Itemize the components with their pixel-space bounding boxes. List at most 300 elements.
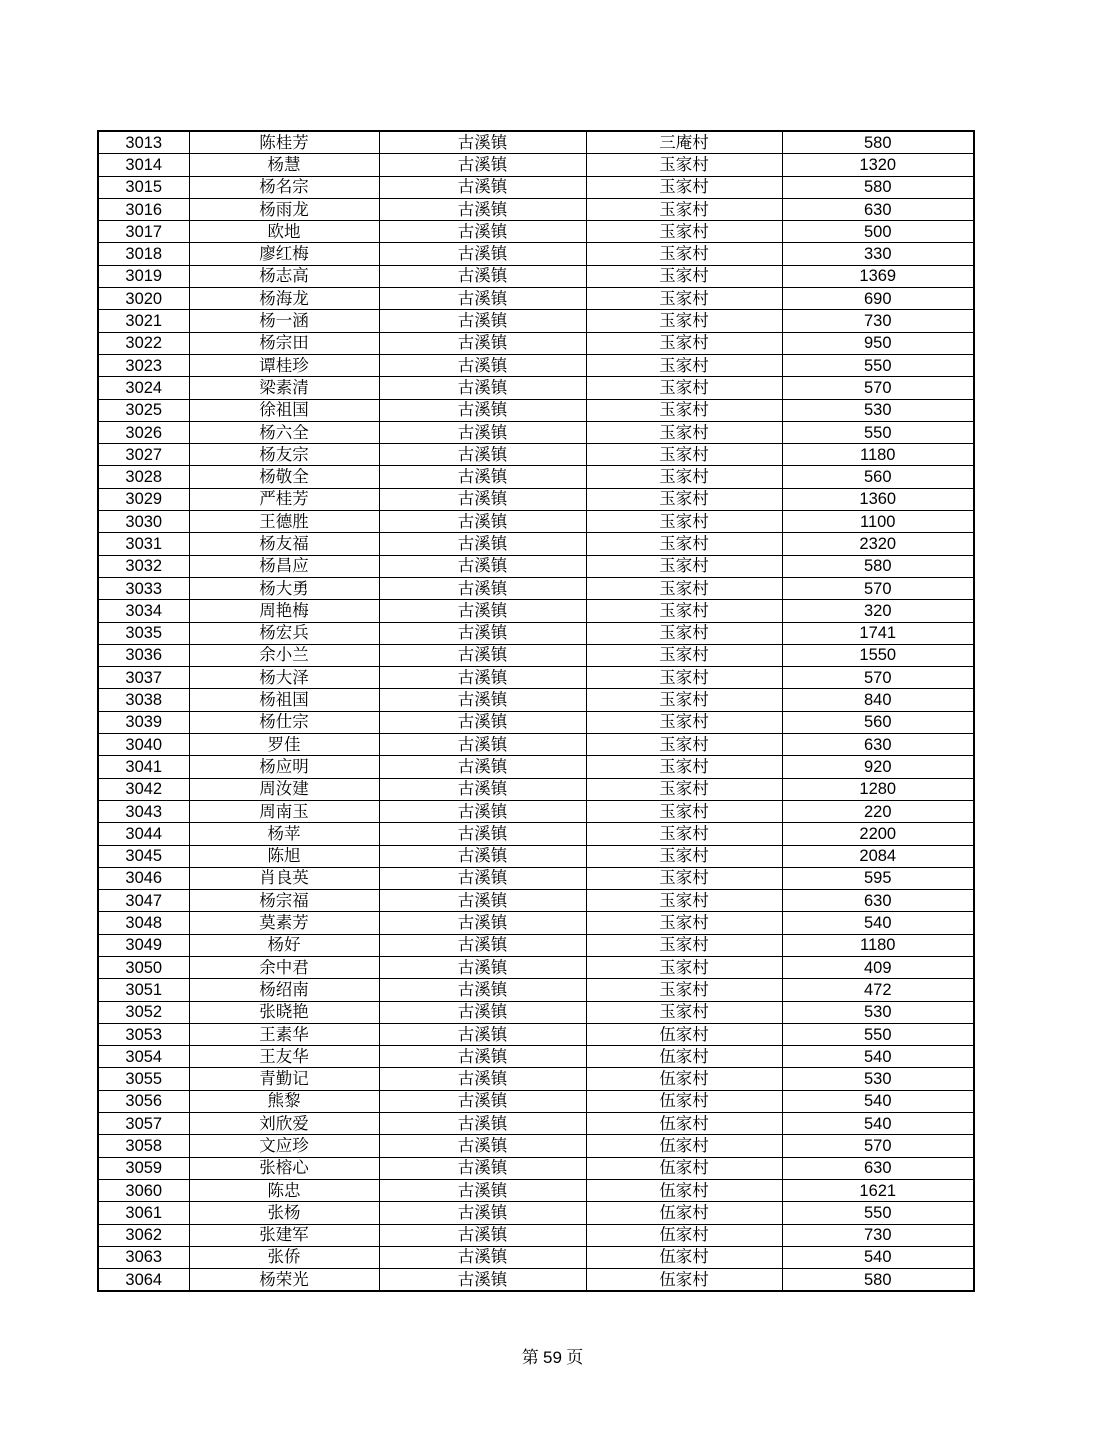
cell-name: 青勤记 xyxy=(189,1068,379,1090)
cell-amount: 730 xyxy=(782,310,974,332)
footer-suffix: 页 xyxy=(566,1348,584,1368)
cell-name: 张建军 xyxy=(189,1224,379,1246)
cell-id: 3035 xyxy=(98,622,189,644)
cell-village: 玉家村 xyxy=(586,198,782,220)
table-row xyxy=(98,488,974,510)
table-row xyxy=(98,288,974,310)
cell-town: 古溪镇 xyxy=(379,176,586,198)
cell-town: 古溪镇 xyxy=(379,644,586,666)
table-row xyxy=(98,1001,974,1023)
cell-amount: 580 xyxy=(782,1269,974,1292)
cell-town: 古溪镇 xyxy=(379,667,586,689)
cell-amount: 1360 xyxy=(782,488,974,510)
cell-name: 杨大泽 xyxy=(189,667,379,689)
cell-amount: 550 xyxy=(782,421,974,443)
table-row xyxy=(98,600,974,622)
cell-amount: 630 xyxy=(782,1157,974,1179)
cell-name: 梁素清 xyxy=(189,377,379,399)
table-row xyxy=(98,890,974,912)
cell-town: 古溪镇 xyxy=(379,288,586,310)
cell-village: 玉家村 xyxy=(586,243,782,265)
cell-town: 古溪镇 xyxy=(379,1135,586,1157)
table-row xyxy=(98,644,974,666)
cell-amount: 550 xyxy=(782,1202,974,1224)
cell-amount: 1100 xyxy=(782,511,974,533)
cell-amount: 570 xyxy=(782,1135,974,1157)
cell-town: 古溪镇 xyxy=(379,198,586,220)
cell-id: 3056 xyxy=(98,1090,189,1112)
table-row xyxy=(98,221,974,243)
cell-amount: 2320 xyxy=(782,533,974,555)
cell-id: 3055 xyxy=(98,1068,189,1090)
cell-village: 玉家村 xyxy=(586,154,782,176)
table-row xyxy=(98,845,974,867)
cell-amount: 570 xyxy=(782,377,974,399)
table-row xyxy=(98,867,974,889)
cell-name: 余中君 xyxy=(189,956,379,978)
cell-amount: 540 xyxy=(782,1090,974,1112)
cell-id: 3061 xyxy=(98,1202,189,1224)
cell-village: 玉家村 xyxy=(586,667,782,689)
cell-amount: 630 xyxy=(782,734,974,756)
table-row xyxy=(98,265,974,287)
cell-village: 玉家村 xyxy=(586,555,782,577)
cell-amount: 530 xyxy=(782,1068,974,1090)
cell-id: 3034 xyxy=(98,600,189,622)
cell-town: 古溪镇 xyxy=(379,756,586,778)
cell-name: 廖红梅 xyxy=(189,243,379,265)
cell-village: 伍家村 xyxy=(586,1179,782,1201)
cell-amount: 409 xyxy=(782,956,974,978)
table-row xyxy=(98,956,974,978)
cell-id: 3031 xyxy=(98,533,189,555)
table-row xyxy=(98,778,974,800)
cell-amount: 540 xyxy=(782,1113,974,1135)
cell-town: 古溪镇 xyxy=(379,577,586,599)
cell-town: 古溪镇 xyxy=(379,1113,586,1135)
cell-amount: 1180 xyxy=(782,934,974,956)
data-table xyxy=(97,130,975,1292)
cell-amount: 630 xyxy=(782,198,974,220)
cell-village: 玉家村 xyxy=(586,533,782,555)
cell-village: 三庵村 xyxy=(586,131,782,154)
cell-amount: 560 xyxy=(782,711,974,733)
cell-village: 玉家村 xyxy=(586,711,782,733)
cell-amount: 530 xyxy=(782,1001,974,1023)
cell-village: 玉家村 xyxy=(586,644,782,666)
cell-name: 王友华 xyxy=(189,1046,379,1068)
cell-town: 古溪镇 xyxy=(379,979,586,1001)
table-row xyxy=(98,131,974,154)
cell-amount: 540 xyxy=(782,1246,974,1268)
cell-id: 3022 xyxy=(98,332,189,354)
cell-town: 古溪镇 xyxy=(379,310,586,332)
cell-town: 古溪镇 xyxy=(379,444,586,466)
cell-town: 古溪镇 xyxy=(379,399,586,421)
cell-village: 玉家村 xyxy=(586,979,782,1001)
cell-town: 古溪镇 xyxy=(379,488,586,510)
cell-name: 张晓艳 xyxy=(189,1001,379,1023)
cell-village: 玉家村 xyxy=(586,265,782,287)
cell-town: 古溪镇 xyxy=(379,778,586,800)
cell-village: 伍家村 xyxy=(586,1157,782,1179)
table-row xyxy=(98,1269,974,1292)
table-row xyxy=(98,979,974,1001)
cell-name: 张榕心 xyxy=(189,1157,379,1179)
cell-town: 古溪镇 xyxy=(379,1046,586,1068)
cell-amount: 630 xyxy=(782,890,974,912)
cell-name: 文应珍 xyxy=(189,1135,379,1157)
table-row xyxy=(98,176,974,198)
cell-town: 古溪镇 xyxy=(379,1202,586,1224)
cell-name: 杨宗田 xyxy=(189,332,379,354)
table-row xyxy=(98,689,974,711)
cell-village: 玉家村 xyxy=(586,823,782,845)
table-row xyxy=(98,377,974,399)
cell-name: 陈桂芳 xyxy=(189,131,379,154)
cell-village: 玉家村 xyxy=(586,600,782,622)
cell-amount: 560 xyxy=(782,466,974,488)
cell-amount: 1741 xyxy=(782,622,974,644)
cell-name: 杨仕宗 xyxy=(189,711,379,733)
cell-town: 古溪镇 xyxy=(379,734,586,756)
table-row xyxy=(98,243,974,265)
cell-id: 3048 xyxy=(98,912,189,934)
cell-amount: 550 xyxy=(782,1023,974,1045)
cell-village: 玉家村 xyxy=(586,577,782,599)
footer-prefix: 第 xyxy=(521,1348,539,1368)
cell-village: 玉家村 xyxy=(586,399,782,421)
cell-name: 张杨 xyxy=(189,1202,379,1224)
cell-name: 罗佳 xyxy=(189,734,379,756)
cell-amount: 1369 xyxy=(782,265,974,287)
cell-village: 伍家村 xyxy=(586,1068,782,1090)
cell-town: 古溪镇 xyxy=(379,265,586,287)
cell-town: 古溪镇 xyxy=(379,1269,586,1292)
cell-name: 杨海龙 xyxy=(189,288,379,310)
cell-name: 陈忠 xyxy=(189,1179,379,1201)
cell-name: 杨一涵 xyxy=(189,310,379,332)
cell-id: 3028 xyxy=(98,466,189,488)
cell-amount: 1621 xyxy=(782,1179,974,1201)
cell-village: 玉家村 xyxy=(586,444,782,466)
cell-id: 3029 xyxy=(98,488,189,510)
table-row xyxy=(98,444,974,466)
cell-name: 杨友宗 xyxy=(189,444,379,466)
cell-name: 杨大勇 xyxy=(189,577,379,599)
cell-amount: 1180 xyxy=(782,444,974,466)
cell-town: 古溪镇 xyxy=(379,1224,586,1246)
cell-name: 欧地 xyxy=(189,221,379,243)
cell-town: 古溪镇 xyxy=(379,466,586,488)
cell-name: 杨应明 xyxy=(189,756,379,778)
cell-town: 古溪镇 xyxy=(379,867,586,889)
cell-id: 3021 xyxy=(98,310,189,332)
cell-village: 玉家村 xyxy=(586,912,782,934)
cell-town: 古溪镇 xyxy=(379,221,586,243)
cell-town: 古溪镇 xyxy=(379,354,586,376)
cell-id: 3042 xyxy=(98,778,189,800)
cell-id: 3052 xyxy=(98,1001,189,1023)
table-row xyxy=(98,399,974,421)
cell-town: 古溪镇 xyxy=(379,845,586,867)
cell-name: 周艳梅 xyxy=(189,600,379,622)
cell-amount: 1320 xyxy=(782,154,974,176)
cell-village: 玉家村 xyxy=(586,734,782,756)
cell-village: 玉家村 xyxy=(586,756,782,778)
cell-amount: 950 xyxy=(782,332,974,354)
cell-amount: 320 xyxy=(782,600,974,622)
cell-village: 玉家村 xyxy=(586,778,782,800)
cell-village: 伍家村 xyxy=(586,1090,782,1112)
table-row xyxy=(98,1224,974,1246)
cell-town: 古溪镇 xyxy=(379,1001,586,1023)
cell-amount: 550 xyxy=(782,354,974,376)
cell-id: 3033 xyxy=(98,577,189,599)
cell-village: 伍家村 xyxy=(586,1023,782,1045)
cell-town: 古溪镇 xyxy=(379,1023,586,1045)
table-row xyxy=(98,354,974,376)
table-row xyxy=(98,310,974,332)
cell-name: 杨宗福 xyxy=(189,890,379,912)
cell-name: 杨宏兵 xyxy=(189,622,379,644)
table-row xyxy=(98,198,974,220)
cell-id: 3018 xyxy=(98,243,189,265)
cell-id: 3044 xyxy=(98,823,189,845)
cell-amount: 570 xyxy=(782,667,974,689)
cell-name: 严桂芳 xyxy=(189,488,379,510)
cell-id: 3013 xyxy=(98,131,189,154)
cell-name: 肖良英 xyxy=(189,867,379,889)
cell-id: 3025 xyxy=(98,399,189,421)
table-row xyxy=(98,1023,974,1045)
cell-name: 徐祖国 xyxy=(189,399,379,421)
cell-village: 玉家村 xyxy=(586,310,782,332)
cell-name: 张侨 xyxy=(189,1246,379,1268)
table-row xyxy=(98,912,974,934)
cell-name: 杨荣光 xyxy=(189,1269,379,1292)
cell-id: 3051 xyxy=(98,979,189,1001)
cell-id: 3015 xyxy=(98,176,189,198)
table-row xyxy=(98,1135,974,1157)
cell-id: 3039 xyxy=(98,711,189,733)
cell-id: 3032 xyxy=(98,555,189,577)
cell-town: 古溪镇 xyxy=(379,154,586,176)
table-row xyxy=(98,734,974,756)
cell-id: 3059 xyxy=(98,1157,189,1179)
cell-amount: 580 xyxy=(782,131,974,154)
table-row xyxy=(98,1090,974,1112)
cell-amount: 2200 xyxy=(782,823,974,845)
cell-id: 3023 xyxy=(98,354,189,376)
cell-name: 杨好 xyxy=(189,934,379,956)
cell-village: 玉家村 xyxy=(586,421,782,443)
table-row xyxy=(98,332,974,354)
table-row xyxy=(98,1202,974,1224)
table-row xyxy=(98,511,974,533)
cell-town: 古溪镇 xyxy=(379,956,586,978)
table-row xyxy=(98,823,974,845)
table-body xyxy=(98,131,974,1291)
cell-id: 3043 xyxy=(98,800,189,822)
page-footer xyxy=(0,1343,1105,1368)
table-row xyxy=(98,533,974,555)
cell-town: 古溪镇 xyxy=(379,511,586,533)
cell-village: 玉家村 xyxy=(586,1001,782,1023)
cell-amount: 1550 xyxy=(782,644,974,666)
cell-town: 古溪镇 xyxy=(379,377,586,399)
cell-amount: 500 xyxy=(782,221,974,243)
cell-id: 3064 xyxy=(98,1269,189,1292)
cell-name: 莫素芳 xyxy=(189,912,379,934)
cell-amount: 730 xyxy=(782,1224,974,1246)
cell-town: 古溪镇 xyxy=(379,600,586,622)
cell-town: 古溪镇 xyxy=(379,1068,586,1090)
cell-id: 3049 xyxy=(98,934,189,956)
cell-id: 3062 xyxy=(98,1224,189,1246)
cell-id: 3036 xyxy=(98,644,189,666)
cell-village: 玉家村 xyxy=(586,934,782,956)
cell-id: 3024 xyxy=(98,377,189,399)
cell-name: 杨友福 xyxy=(189,533,379,555)
cell-name: 熊黎 xyxy=(189,1090,379,1112)
cell-name: 杨敬全 xyxy=(189,466,379,488)
cell-amount: 595 xyxy=(782,867,974,889)
table-row xyxy=(98,154,974,176)
cell-town: 古溪镇 xyxy=(379,934,586,956)
cell-id: 3060 xyxy=(98,1179,189,1201)
cell-name: 杨六全 xyxy=(189,421,379,443)
cell-village: 玉家村 xyxy=(586,890,782,912)
cell-id: 3026 xyxy=(98,421,189,443)
cell-id: 3027 xyxy=(98,444,189,466)
cell-village: 玉家村 xyxy=(586,867,782,889)
table-row xyxy=(98,1113,974,1135)
cell-amount: 472 xyxy=(782,979,974,1001)
cell-id: 3053 xyxy=(98,1023,189,1045)
cell-id: 3057 xyxy=(98,1113,189,1135)
cell-village: 伍家村 xyxy=(586,1046,782,1068)
cell-name: 陈旭 xyxy=(189,845,379,867)
cell-name: 周汝建 xyxy=(189,778,379,800)
cell-amount: 540 xyxy=(782,1046,974,1068)
cell-village: 玉家村 xyxy=(586,332,782,354)
cell-id: 3047 xyxy=(98,890,189,912)
cell-id: 3030 xyxy=(98,511,189,533)
cell-id: 3063 xyxy=(98,1246,189,1268)
cell-id: 3017 xyxy=(98,221,189,243)
cell-town: 古溪镇 xyxy=(379,1179,586,1201)
cell-id: 3038 xyxy=(98,689,189,711)
cell-amount: 840 xyxy=(782,689,974,711)
cell-town: 古溪镇 xyxy=(379,1246,586,1268)
cell-village: 伍家村 xyxy=(586,1202,782,1224)
cell-id: 3058 xyxy=(98,1135,189,1157)
cell-id: 3045 xyxy=(98,845,189,867)
cell-village: 玉家村 xyxy=(586,800,782,822)
cell-village: 伍家村 xyxy=(586,1135,782,1157)
cell-id: 3016 xyxy=(98,198,189,220)
table-row xyxy=(98,421,974,443)
cell-amount: 690 xyxy=(782,288,974,310)
cell-id: 3019 xyxy=(98,265,189,287)
cell-village: 伍家村 xyxy=(586,1113,782,1135)
cell-amount: 570 xyxy=(782,577,974,599)
cell-id: 3041 xyxy=(98,756,189,778)
cell-name: 周南玉 xyxy=(189,800,379,822)
table-row xyxy=(98,1046,974,1068)
cell-amount: 530 xyxy=(782,399,974,421)
cell-town: 古溪镇 xyxy=(379,1090,586,1112)
cell-amount: 1280 xyxy=(782,778,974,800)
cell-name: 杨慧 xyxy=(189,154,379,176)
cell-name: 杨名宗 xyxy=(189,176,379,198)
cell-id: 3046 xyxy=(98,867,189,889)
cell-village: 玉家村 xyxy=(586,622,782,644)
cell-village: 玉家村 xyxy=(586,377,782,399)
cell-amount: 920 xyxy=(782,756,974,778)
cell-amount: 2084 xyxy=(782,845,974,867)
cell-name: 王德胜 xyxy=(189,511,379,533)
cell-amount: 580 xyxy=(782,176,974,198)
cell-name: 杨雨龙 xyxy=(189,198,379,220)
table-row xyxy=(98,711,974,733)
table-row xyxy=(98,622,974,644)
cell-town: 古溪镇 xyxy=(379,131,586,154)
cell-name: 杨志高 xyxy=(189,265,379,287)
cell-town: 古溪镇 xyxy=(379,711,586,733)
cell-town: 古溪镇 xyxy=(379,1157,586,1179)
table-row xyxy=(98,1157,974,1179)
cell-town: 古溪镇 xyxy=(379,533,586,555)
table-row xyxy=(98,1068,974,1090)
cell-amount: 220 xyxy=(782,800,974,822)
cell-town: 古溪镇 xyxy=(379,421,586,443)
cell-village: 玉家村 xyxy=(586,466,782,488)
cell-town: 古溪镇 xyxy=(379,823,586,845)
cell-id: 3037 xyxy=(98,667,189,689)
cell-village: 玉家村 xyxy=(586,956,782,978)
table-row xyxy=(98,667,974,689)
cell-village: 玉家村 xyxy=(586,488,782,510)
cell-village: 玉家村 xyxy=(586,845,782,867)
cell-town: 古溪镇 xyxy=(379,800,586,822)
cell-name: 杨昌应 xyxy=(189,555,379,577)
table-row xyxy=(98,1246,974,1268)
cell-village: 玉家村 xyxy=(586,288,782,310)
cell-id: 3054 xyxy=(98,1046,189,1068)
cell-id: 3050 xyxy=(98,956,189,978)
cell-name: 王素华 xyxy=(189,1023,379,1045)
table-row xyxy=(98,577,974,599)
cell-village: 玉家村 xyxy=(586,511,782,533)
cell-id: 3020 xyxy=(98,288,189,310)
table-row xyxy=(98,934,974,956)
footer-page-number: 59 xyxy=(543,1348,562,1367)
cell-town: 古溪镇 xyxy=(379,332,586,354)
cell-village: 伍家村 xyxy=(586,1224,782,1246)
cell-name: 杨苹 xyxy=(189,823,379,845)
table-row xyxy=(98,1179,974,1201)
table-row xyxy=(98,756,974,778)
cell-id: 3040 xyxy=(98,734,189,756)
table-row xyxy=(98,466,974,488)
cell-name: 谭桂珍 xyxy=(189,354,379,376)
cell-name: 刘欣爱 xyxy=(189,1113,379,1135)
cell-village: 玉家村 xyxy=(586,176,782,198)
cell-name: 杨祖国 xyxy=(189,689,379,711)
cell-amount: 330 xyxy=(782,243,974,265)
